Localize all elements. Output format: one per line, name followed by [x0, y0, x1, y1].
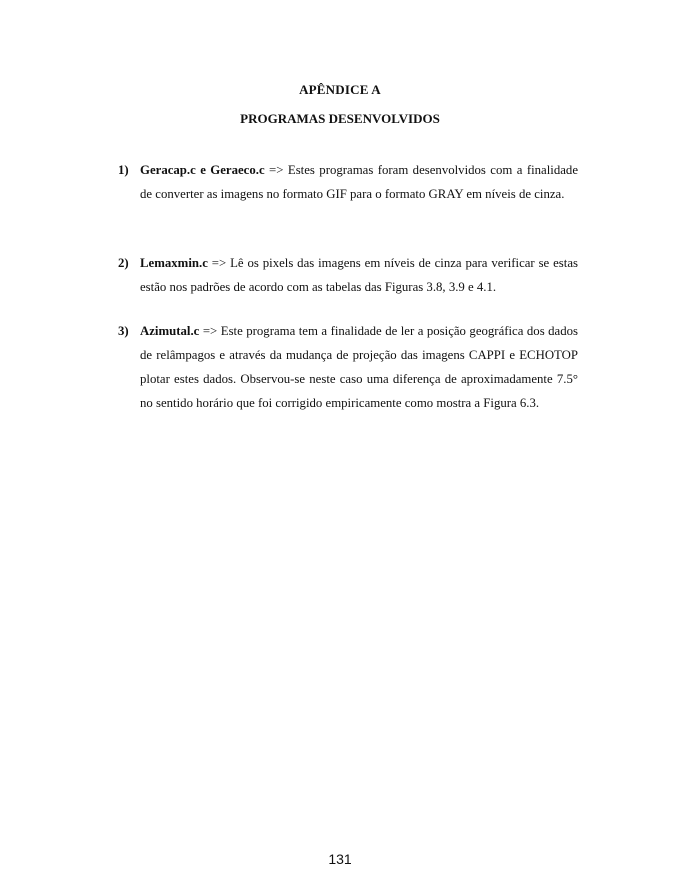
program-name: Lemaxmin.c [140, 256, 208, 270]
item-body [140, 158, 578, 206]
page-number: 131 [328, 851, 352, 867]
item-number: 1) [118, 163, 129, 177]
appendix-subtitle: PROGRAMAS DESENVOLVIDOS [240, 111, 440, 126]
item-number: 3) [118, 324, 129, 338]
item-number: 2) [118, 256, 129, 270]
item-body [140, 319, 578, 415]
program-name: Geracap.c e Geraeco.c [140, 163, 265, 177]
program-name: Azimutal.c [140, 324, 200, 338]
program-item [118, 251, 578, 299]
program-description: => Lê os pixels das imagens em níveis de cinza para verificar se estas estão nos padrões de acordo com as tabelas das Figuras 3.8, 3.9 e 4.1. [140, 256, 578, 294]
program-item [118, 158, 578, 206]
program-description: => Este programa tem a finalidade de ler a posição geográfica dos dados de relâmpagos e através da mudança de projeção das imagens CAPPI e ECHOTOP plotar estes dados. Observou-se neste caso uma diferença de aproximadamente 7.5° no sentido horário que foi corrigido empiricamente como mostra a Figura 6.3. [140, 324, 578, 410]
item-body [140, 251, 578, 299]
program-description: => Estes programas foram desenvolvidos com a finalidade de converter as imagens no formato GIF para o formato GRAY em níveis de cinza. [140, 163, 578, 201]
appendix-title: APÊNDICE A [299, 82, 381, 97]
program-item [118, 319, 578, 415]
